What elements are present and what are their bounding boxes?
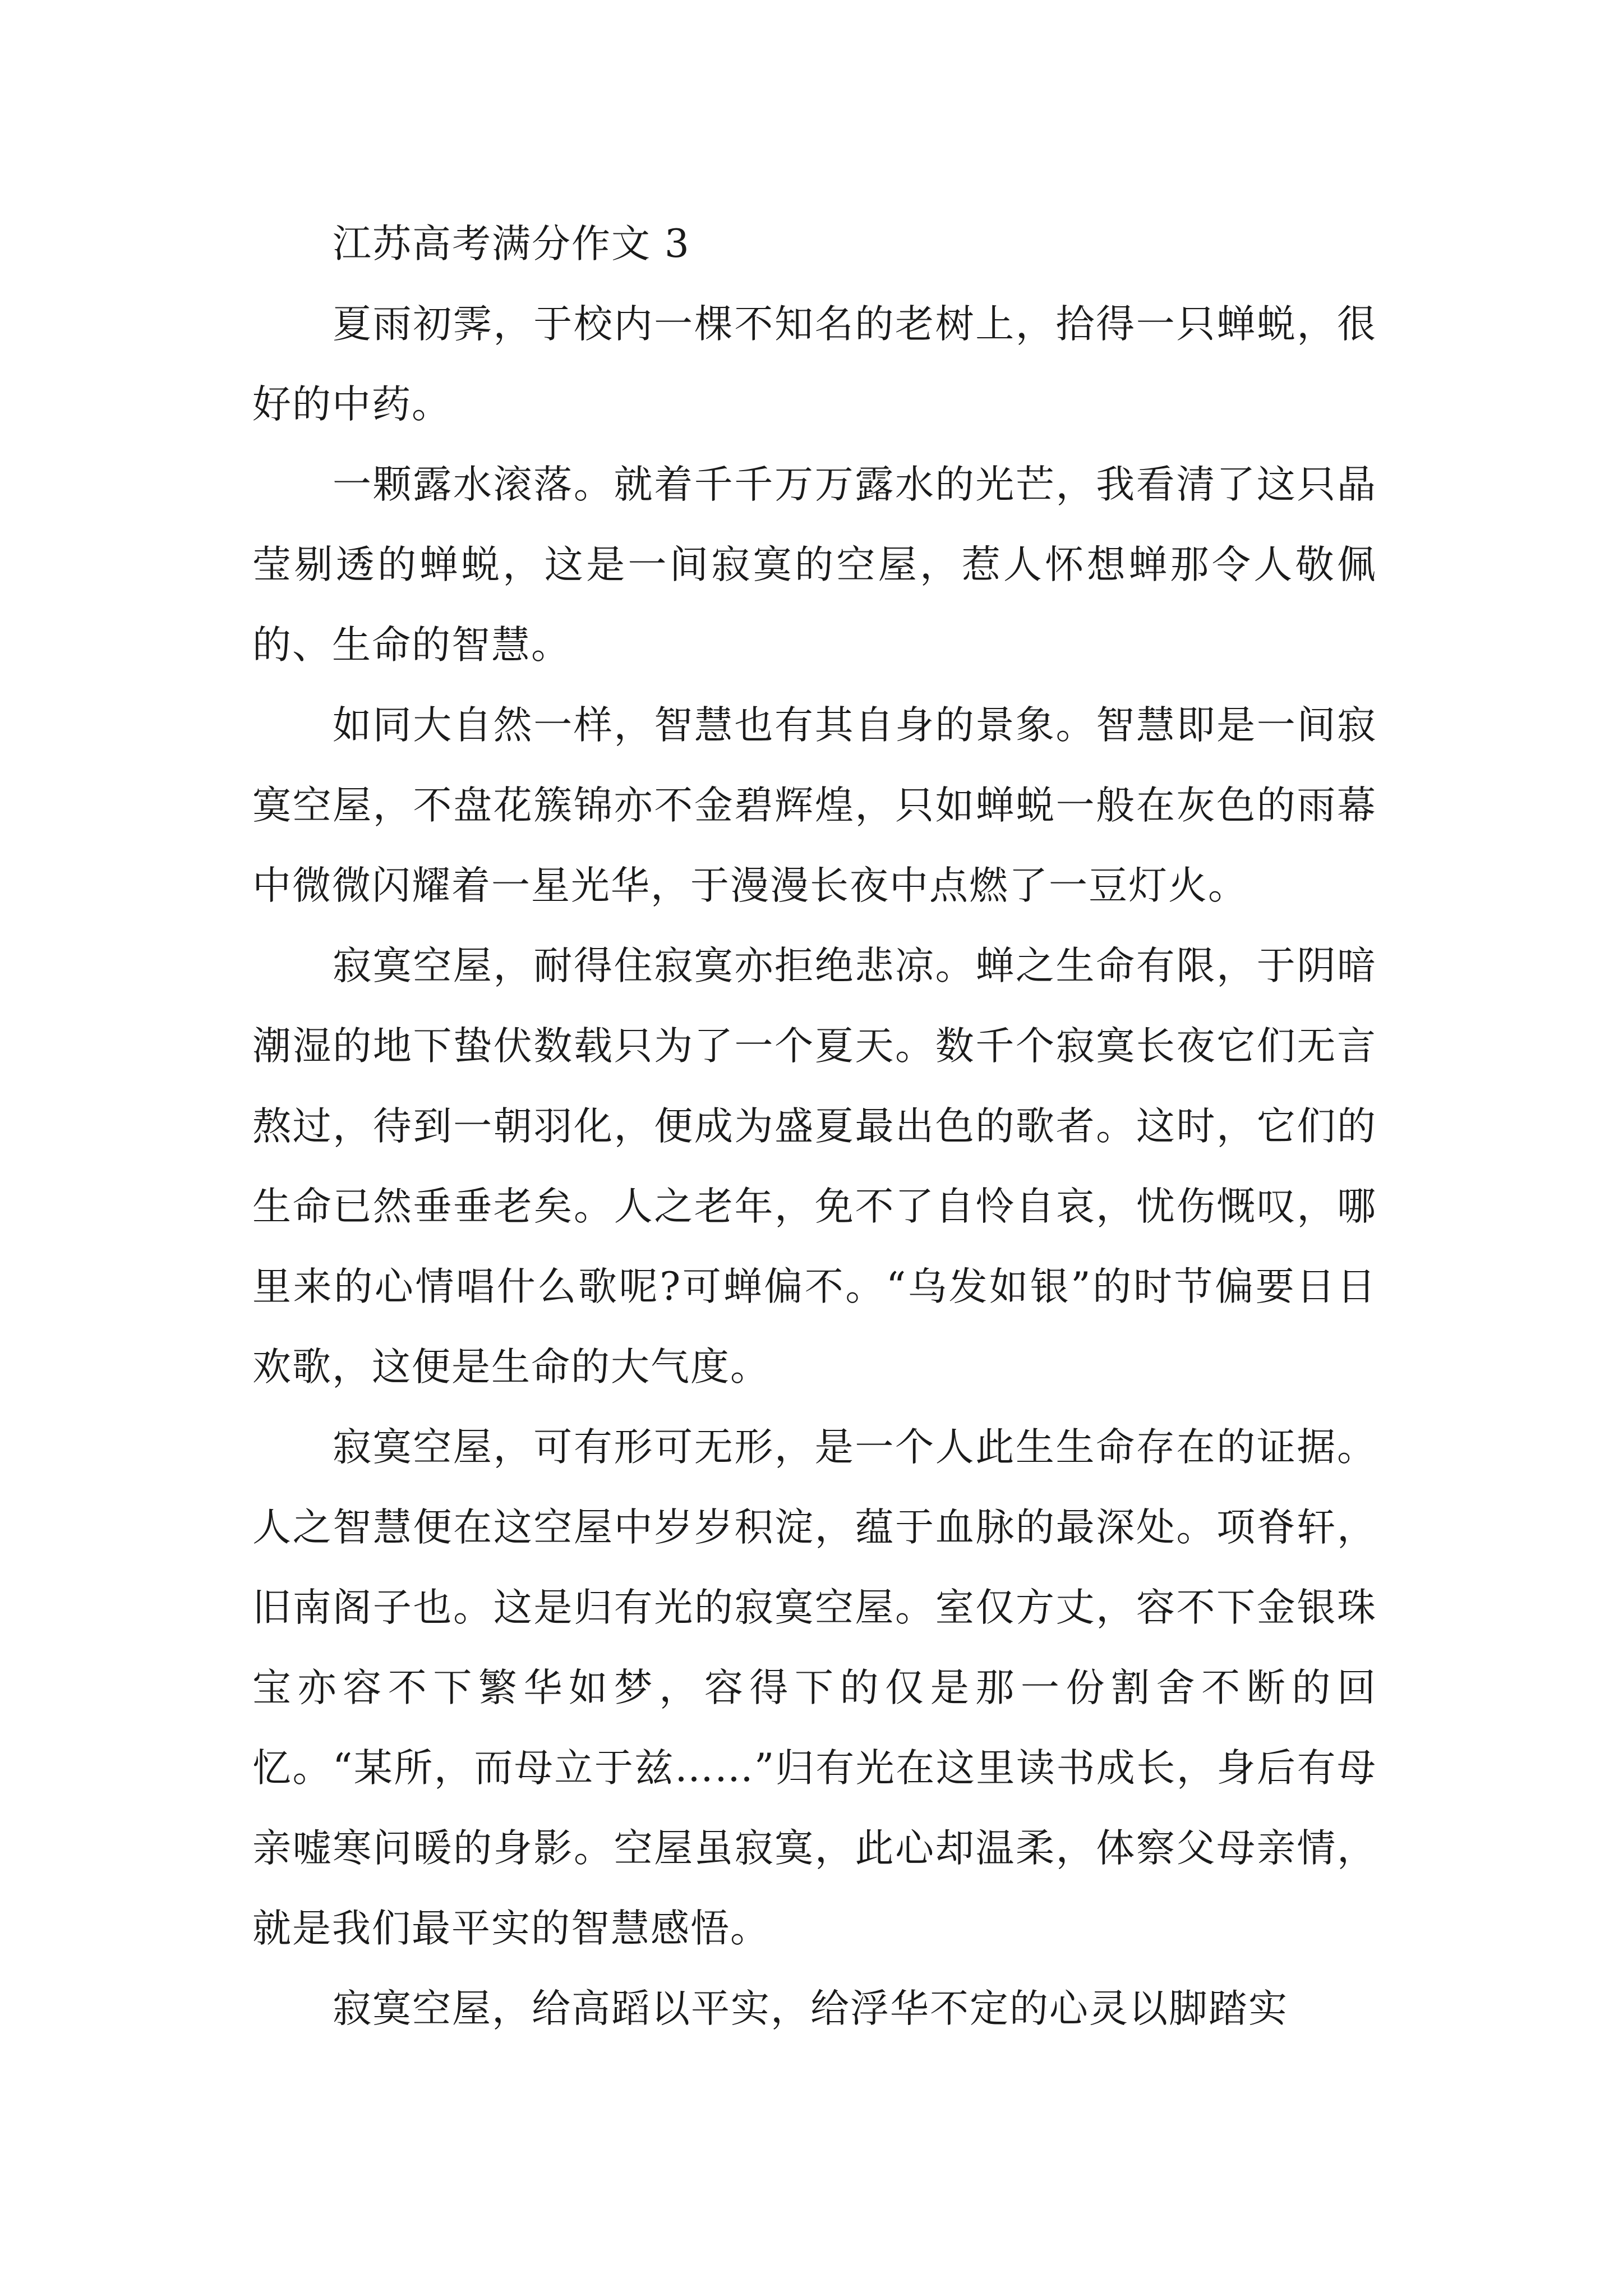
paragraph-1: 夏雨初霁，于校内一棵不知名的老树上，拾得一只蝉蜕，很好的中药。 (252, 302, 1377, 427)
paragraph-5: 寂寞空屋，可有形可无形，是一个人此生生命存在的证据。人之智慧便在这空屋中岁岁积淀，蕴于血脉的最深处。项脊轩，旧南阁子也。这是归有光的寂寞空屋。室仅方丈，容不下金银珠宝亦容不下繁华如梦，容得下的仅是那一份割舍不断的回忆。“某所，而母立于兹……”归有光在这里读书成长，身后有母亲嘘寒问暖的身影。空屋虽寂寞，此心却温柔，体察父母亲情，就是我们最平实的智慧感悟。 (252, 1425, 1377, 1951)
essay-body (252, 204, 1377, 2049)
paragraph-6: 寂寞空屋，给高蹈以平实，给浮华不定的心灵以脚踏实 (333, 1986, 1288, 2031)
paragraph-2: 一颗露水滚落。就着千千万万露水的光芒，我看清了这只晶莹剔透的蝉蜕，这是一间寂寞的空屋，惹人怀想蝉那令人敬佩的、生命的智慧。 (252, 462, 1377, 668)
essay-title: 江苏高考满分作文 3 (333, 222, 690, 266)
paragraph-4: 寂寞空屋，耐得住寂寞亦拒绝悲凉。蝉之生命有限，于阴暗潮湿的地下蛰伏数载只为了一个夏天。数千个寂寞长夜它们无言熬过，待到一朝羽化，便成为盛夏最出色的歌者。这时，它们的生命已然垂垂老矣。人之老年，免不了自怜自哀，忧伤慨叹，哪里来的心情唱什么歌呢?可蝉偏不。“乌发如银”的时节偏要日日欢歌，这便是生命的大气度。 (252, 944, 1377, 1389)
paragraph-3: 如同大自然一样，智慧也有其自身的景象。智慧即是一间寂寞空屋，不盘花簇锦亦不金碧辉煌，只如蝉蜕一般在灰色的雨幕中微微闪耀着一星光华，于漫漫长夜中点燃了一豆灯火。 (252, 703, 1377, 908)
